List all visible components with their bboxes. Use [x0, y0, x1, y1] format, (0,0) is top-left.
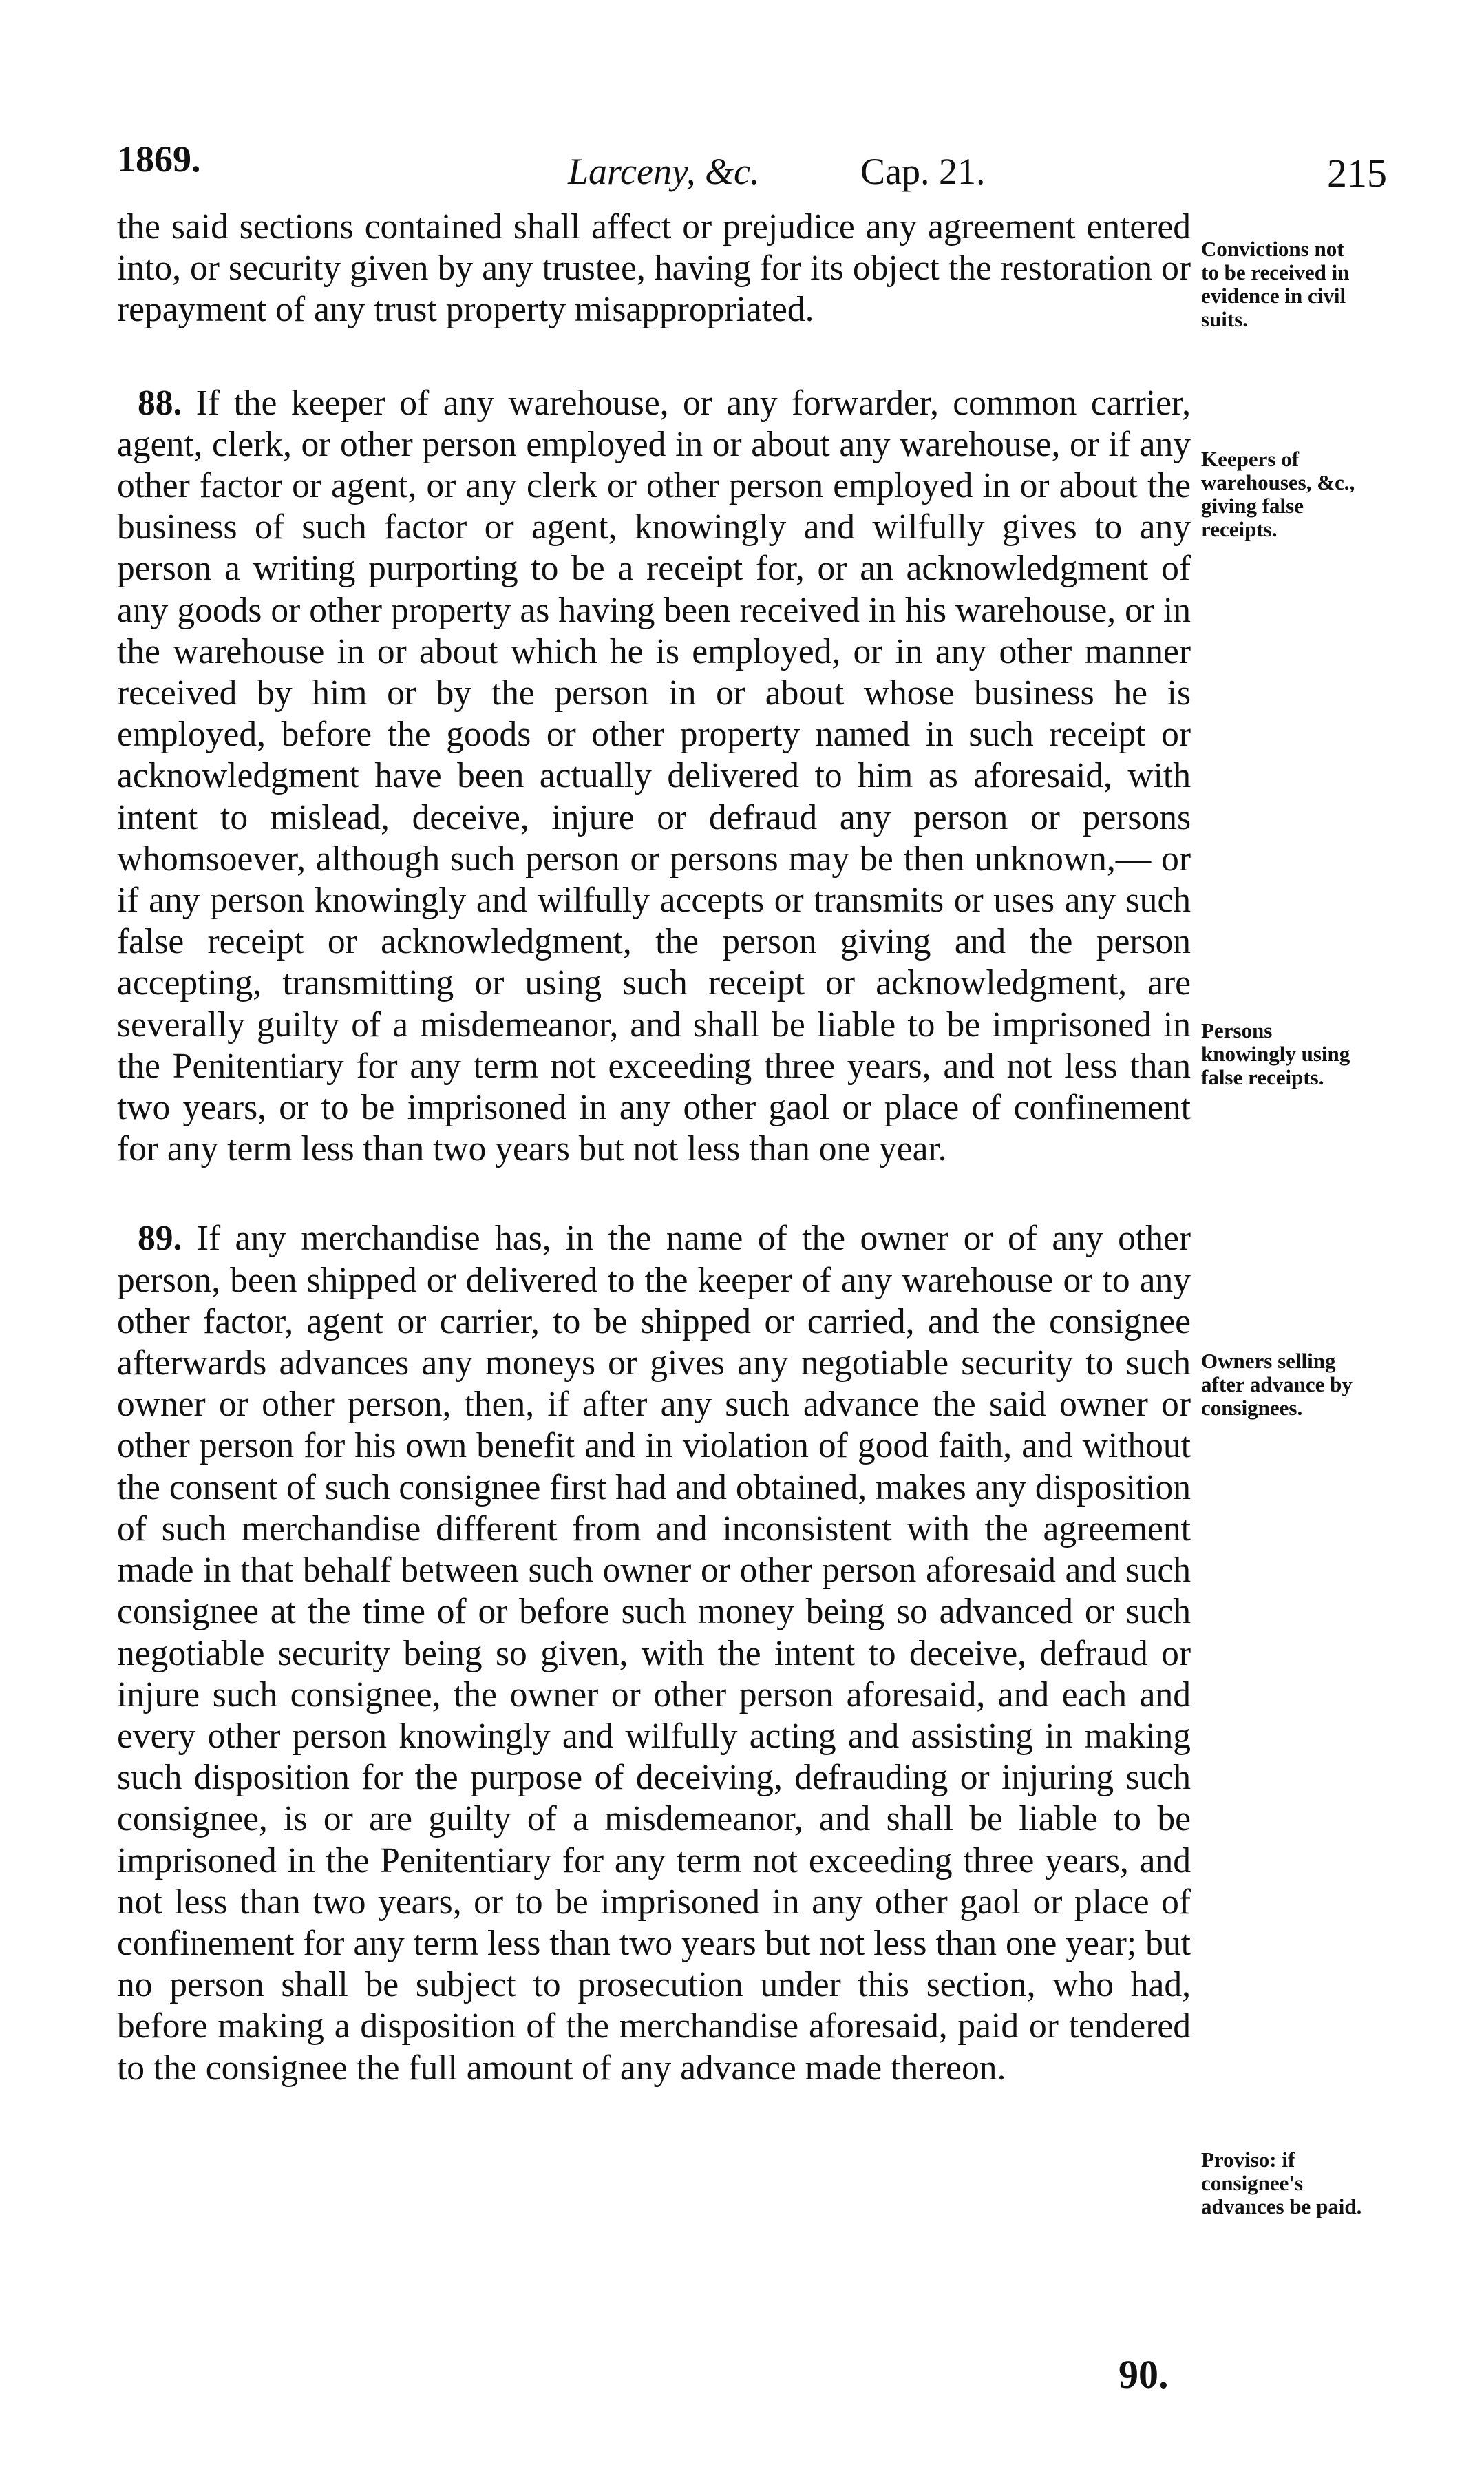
section-89-number: 89.	[138, 1219, 182, 1259]
marginal-note-persons-knowingly: Persons knowingly using false receipts.	[1201, 1018, 1350, 1089]
section-88-text: If the keeper of any warehouse, or any forwarder, common carrier, agent, clerk, or other person employed in or about any warehouse, or if any other factor or agent, or any clerk or other person employed in or about the business of such factor or agent, knowingly and wilfully gives to any person a writing purporting to be a receipt for, or an acknowledgment of any goods or other property as having been received in his warehouse, or in the warehouse in or about which he is employed, or in any other manner received by him or by the person in or about whose business he is employed, before the goods or other property named in such receipt or acknowledgment have been actually delivered to him as aforesaid, with intent to mislead, deceive, injure or defraud any person or persons whomsoever, although such person or persons may be then unknown,— or if any person knowingly and wilfully accepts or transmits or uses any such false receipt or acknowledgment, the person giving and the person accepting, transmitting or using such receipt or acknowledgment, are severally guilty of a misdemeanor, and shall be liable to be imprisoned in the Penitentiary for any term not exceeding three years, and not less than two years, or to be imprisoned in any other gaol or place of confinement for any term less than two years but not less than one year.	[117, 383, 1191, 1169]
marginal-note-convictions: Convictions not to be received in evidence in civil suits.	[1201, 237, 1350, 331]
header-title: Larceny, &c.	[568, 151, 760, 192]
header-chapter: Cap. 21.	[860, 151, 986, 192]
statute-body	[117, 207, 1191, 2089]
section-89-text: If any merchandise has, in the name of the owner or of any other person, been shipped or delivered to the keeper of any warehouse or to any other factor, agent or carrier, to be shipped or carried, and the consignee afterwards advances any moneys or gives any negotiable security to such owner or other person, then, if after any such advance the said owner or other person for his own benefit and in violation of good faith, and without the consent of such consignee first had and obtained, makes any disposition of such merchandise different from and inconsistent with the agreement made in that behalf between such owner or other person aforesaid and such consignee at the time of or before such money being so advanced or such negotiable security being so given, with the intent to deceive, defraud or injure such consignee, the owner or other person aforesaid, and each and every other person knowingly and wilfully acting and assisting in making such disposition for the purpose of deceiving, defrauding or injuring such consignee, is or are guilty of a misdemeanor, and shall be liable to be imprisoned in the Penitentiary for any term not exceeding three years, and not less than two years, or to be imprisoned in any other gaol or place of confinement for any term less than two years but not less than one year; but no person shall be subject to prosecution under this section, who had, before making a disposition of the merchandise aforesaid, paid or tendered to the consignee the full amount of any advance made thereon.	[117, 1219, 1191, 2088]
continuation-paragraph: the said sections contained shall affect or prejudice any agreement entered into, or security given by any trustee, having for its object the restoration or repayment of any trust property misappropriated.	[117, 207, 1191, 330]
marginal-note-proviso: Proviso: if consignee's advances be paid.	[1201, 2148, 1362, 2218]
header-year: 1869.	[117, 138, 201, 180]
page-number: 215	[1327, 151, 1387, 196]
running-header	[117, 138, 1387, 200]
marginal-note-keepers: Keepers of warehouses, &c., giving false receipts.	[1201, 447, 1355, 541]
section-88-paragraph	[117, 383, 1191, 1171]
section-88-number: 88.	[138, 383, 182, 423]
marginal-note-owners-selling: Owners selling after advance by consignees.	[1201, 1349, 1353, 1420]
section-89-paragraph	[117, 1218, 1191, 2088]
catchword: 90.	[1119, 2352, 1169, 2397]
